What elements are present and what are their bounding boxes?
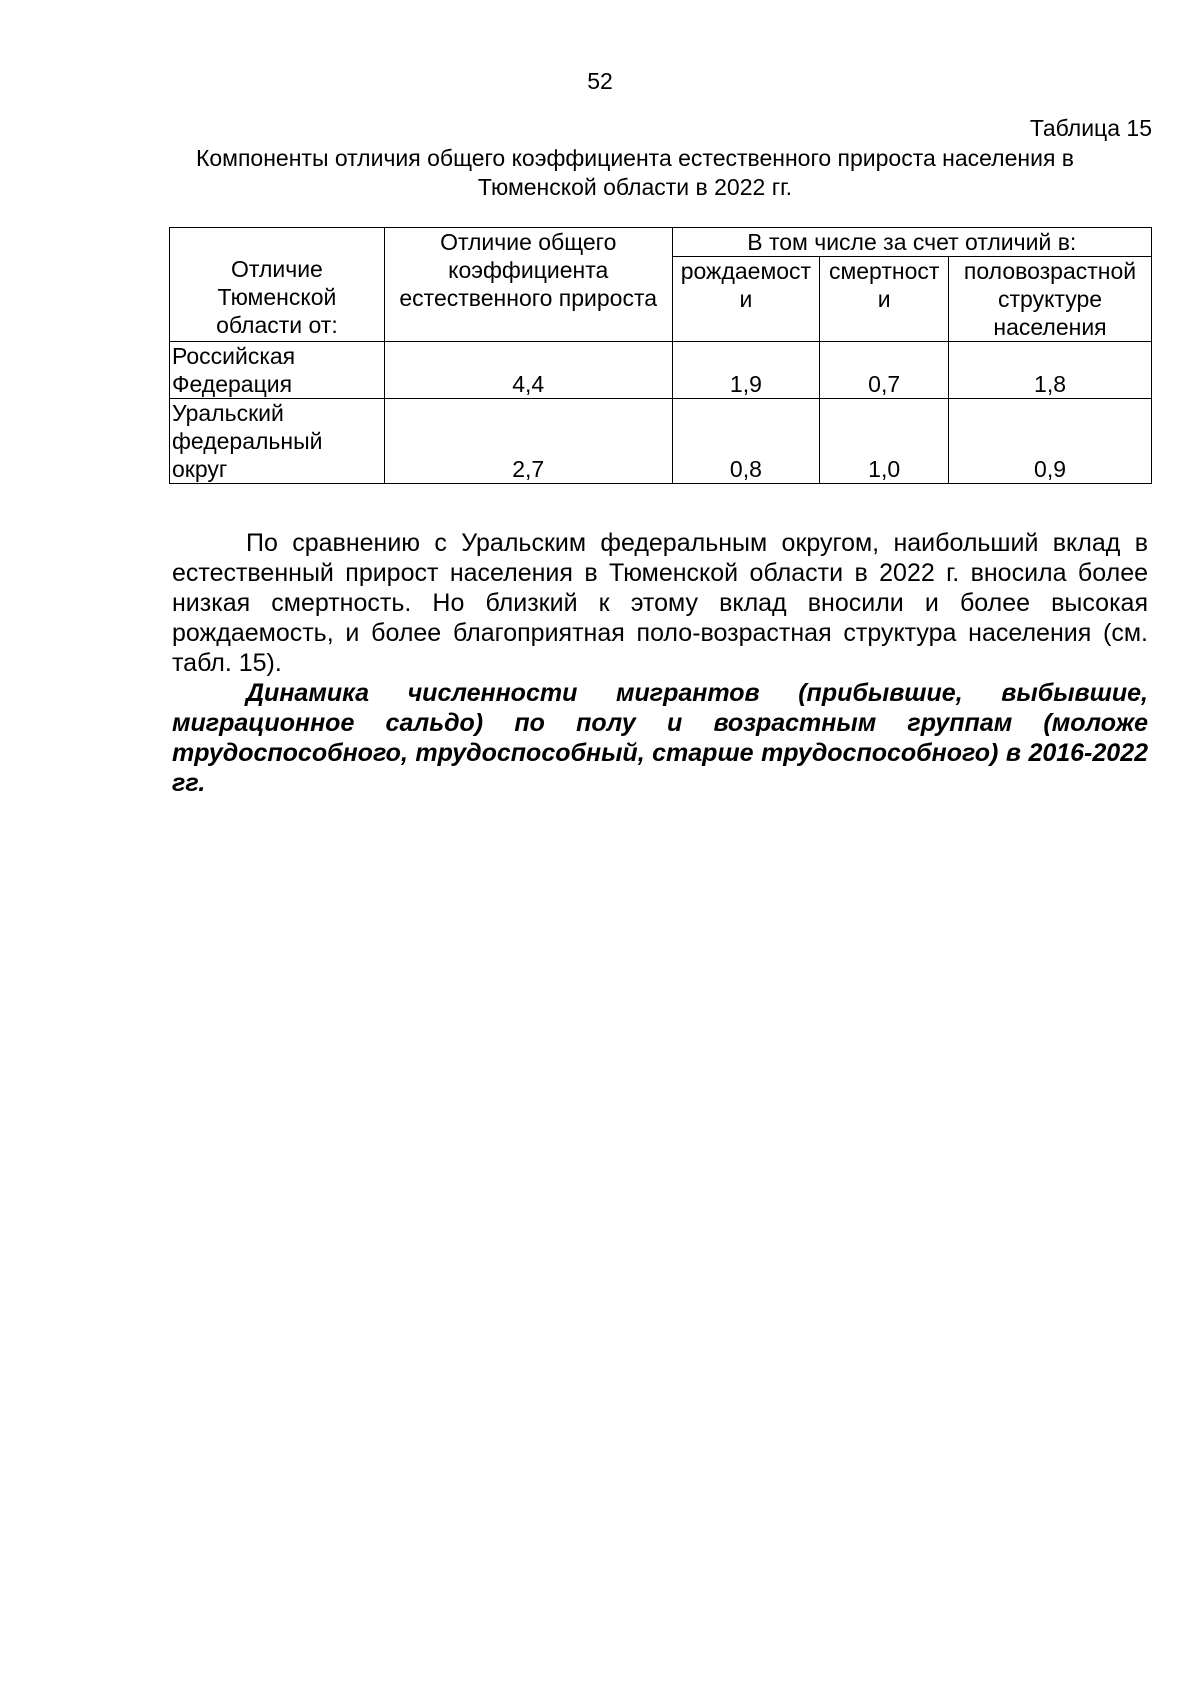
cell-structure: 1,8 bbox=[949, 342, 1152, 399]
cell-mortality: 1,0 bbox=[820, 399, 949, 484]
cell-fertility: 0,8 bbox=[672, 399, 820, 484]
row-label: Российская Федерация bbox=[170, 342, 385, 399]
body-text bbox=[172, 528, 1148, 798]
table-header-row bbox=[170, 228, 1152, 257]
table-row bbox=[170, 342, 1152, 399]
cell-mortality: 0,7 bbox=[820, 342, 949, 399]
cell-fertility: 1,9 bbox=[672, 342, 820, 399]
header-difference-from: Отличие Тюменской области от: bbox=[170, 228, 385, 342]
section-heading: Динамика численности мигрантов (прибывшие, выбывшие, миграционное сальдо) по полу и возрастным группам (моложе трудоспособного, трудоспособный, старше трудоспособного) в 2016-2022 гг. bbox=[172, 679, 1148, 797]
row-label bbox=[170, 399, 385, 484]
header-total-difference: Отличие общего коэффициента естественного прироста bbox=[384, 228, 672, 342]
header-age-sex-structure: половозрастной структуре населения bbox=[949, 257, 1152, 342]
header-components-group: В том числе за счет отличий в: bbox=[672, 228, 1151, 257]
cell-total: 4,4 bbox=[384, 342, 672, 399]
table-label: Таблица 15 bbox=[1029, 115, 1152, 141]
header-mortality: смертности bbox=[820, 257, 949, 342]
table-caption: Компоненты отличия общего коэффициента естественного прироста населения в Тюменской области в 2022 гг. bbox=[195, 145, 1075, 200]
page-number: 52 bbox=[587, 68, 613, 94]
table-row bbox=[170, 399, 1152, 484]
cell-structure: 0,9 bbox=[949, 399, 1152, 484]
paragraph: По сравнению с Уральским федеральным округом, наибольший вклад в естественный прирост населения в Тюменской области в 2022 г. вносила более низкая смертность. Но близкий к этому вклад вносили и более высокая рождаемость, и более благоприятная поло-возрастная структура населения (см. табл. 15). bbox=[172, 529, 1148, 677]
data-table bbox=[169, 227, 1152, 484]
row-label-text: Уральский федеральный округ bbox=[172, 400, 323, 482]
header-fertility: рождаемости bbox=[672, 257, 820, 342]
cell-total: 2,7 bbox=[384, 399, 672, 484]
